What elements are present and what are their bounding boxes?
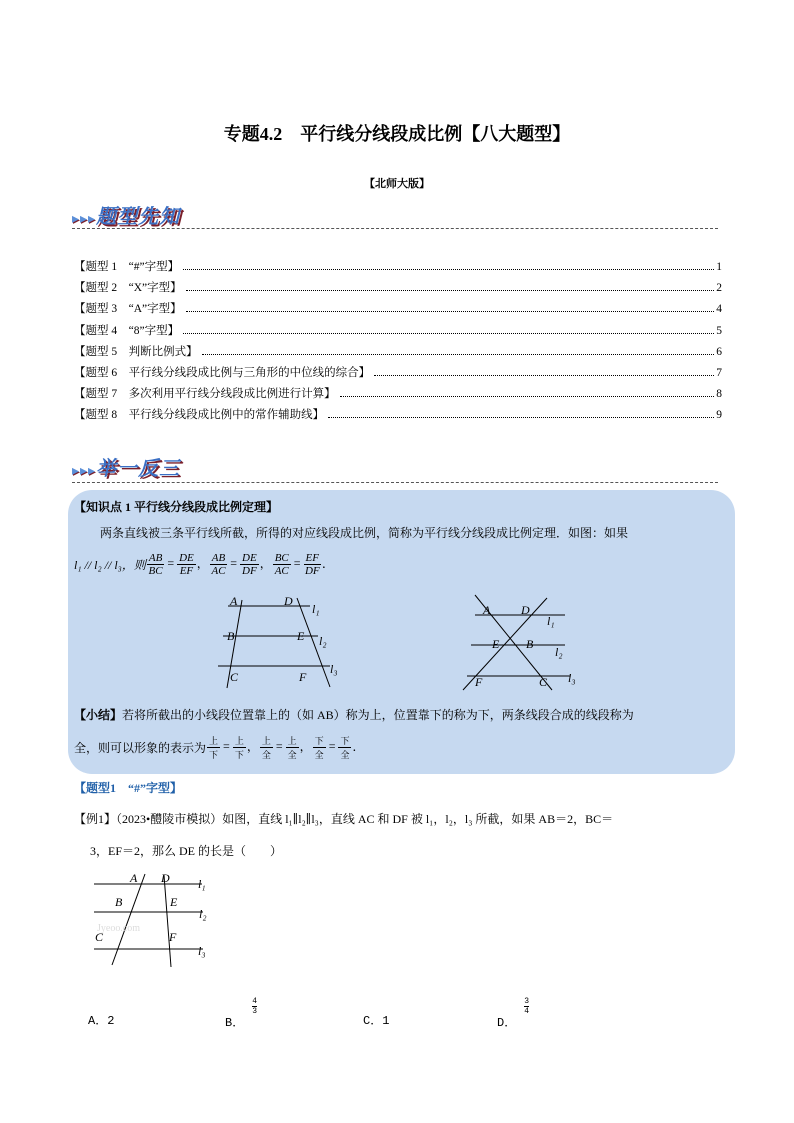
divider: [72, 228, 718, 229]
fraction: [313, 734, 326, 761]
numerator: DE: [242, 552, 257, 564]
separator: ，: [246, 739, 259, 754]
denominator: 全: [287, 750, 297, 760]
numerator: 4: [252, 997, 258, 1006]
table-of-contents: [74, 258, 722, 428]
fraction: [177, 552, 196, 577]
toc-label: 【题型 3 “A”字型】: [74, 303, 182, 316]
figure-x-lines: [455, 590, 605, 695]
toc-page: 6: [716, 345, 722, 358]
point-label: C: [539, 675, 548, 689]
toc-entry[interactable]: [74, 279, 722, 300]
fraction: [273, 552, 291, 577]
summary-label: 【小结】: [74, 708, 123, 722]
page-title: 专题4.2 平行线分线段成比例【八大题型】: [223, 124, 571, 144]
section-banner-examples: [72, 452, 180, 481]
option-b[interactable]: [225, 997, 258, 1030]
toc-leader: [328, 417, 714, 418]
option-value: 2: [107, 1014, 115, 1028]
toc-entry[interactable]: [74, 343, 722, 364]
point-label: B: [227, 629, 235, 643]
point-label: D: [521, 603, 530, 617]
toc-label: 【题型 2 “X”字型】: [74, 282, 182, 295]
example-figure: [85, 868, 225, 968]
divider: [72, 482, 718, 483]
line-label: l₃: [568, 671, 576, 685]
toc-leader: [183, 333, 714, 334]
option-fraction: [524, 997, 529, 1016]
separator: ，: [196, 556, 209, 571]
knowledge-text: 两条直线被三条平行线所截，所得的对应线段成比例，简称为平行线分线段成比例定理．如图：如果: [100, 526, 629, 540]
toc-entry[interactable]: [74, 322, 722, 343]
line-label: l₁: [198, 877, 206, 891]
numerator: 上: [234, 736, 244, 746]
condition: l₁ // l₂ // l₃，则: [74, 558, 146, 572]
numerator: 下: [340, 736, 350, 746]
equals-sign: =: [328, 739, 336, 754]
line-label: l₁: [547, 614, 555, 628]
toc-label: 【题型 6 平行线分线段成比例与三角形的中位线的综合】: [74, 366, 371, 379]
arrows-icon: ▸▸▸: [72, 464, 97, 479]
numerator: AB: [148, 552, 163, 564]
denominator: 4: [524, 1007, 530, 1016]
equals-sign: =: [230, 556, 238, 571]
option-c[interactable]: [363, 1011, 389, 1028]
toc-page: 5: [716, 324, 722, 337]
line-label: l₂: [555, 645, 563, 659]
equals-sign: =: [167, 556, 175, 571]
theorem-formula: [74, 552, 334, 577]
toc-entry[interactable]: [74, 364, 722, 385]
separator: ．: [352, 739, 365, 754]
numerator: 上: [261, 736, 271, 746]
summary: [74, 706, 634, 723]
point-label: E: [170, 895, 178, 909]
line-label: l₂: [199, 907, 207, 921]
toc-label: 【题型 4 “8”字型】: [74, 324, 180, 337]
point-label: B: [526, 637, 534, 651]
fraction: [286, 734, 299, 761]
denominator: BC: [148, 565, 163, 577]
toc-entry[interactable]: [74, 258, 722, 279]
toc-page: 9: [716, 409, 722, 422]
equals-sign: =: [293, 556, 301, 571]
toc-label: 【题型 5 判断比例式】: [74, 345, 198, 358]
point-label: E: [492, 637, 500, 651]
option-fraction: [252, 997, 257, 1016]
fraction: [240, 552, 259, 577]
numerator: 下: [314, 736, 324, 746]
toc-label: 【题型 7 多次利用平行线分线段成比例进行计算】: [74, 388, 336, 401]
numerator: EF: [305, 552, 319, 564]
fraction: [304, 552, 321, 577]
point-label: F: [169, 930, 177, 944]
figure-parallel-lines: [200, 595, 360, 695]
numerator: 3: [524, 997, 530, 1006]
fraction-list: [146, 552, 334, 577]
separator: ．: [322, 556, 335, 571]
point-label: C: [230, 670, 239, 684]
option-label: C．: [363, 1014, 383, 1028]
toc-leader: [183, 269, 714, 270]
type1-heading: 【题型1 “#”字型】: [74, 781, 183, 795]
point-label: D: [284, 595, 293, 608]
denominator: 全: [261, 750, 271, 760]
denominator: 下: [234, 750, 244, 760]
line-label: l₂: [319, 634, 327, 648]
banner-text: 题型先知: [96, 206, 181, 228]
line-label: l₃: [198, 944, 206, 958]
option-label: A．: [88, 1014, 108, 1028]
separator: ，: [299, 739, 312, 754]
toc-leader: [374, 375, 714, 376]
fraction: [233, 734, 246, 761]
denominator: 3: [252, 1007, 258, 1016]
point-label: A: [130, 871, 138, 885]
toc-leader: [340, 396, 715, 397]
denominator: 下: [209, 750, 219, 760]
equals-sign: =: [275, 739, 283, 754]
separator: ，: [259, 556, 272, 571]
toc-page: 2: [716, 282, 722, 295]
option-value: 1: [382, 1014, 390, 1028]
equals-sign: =: [223, 739, 230, 754]
denominator: DF: [304, 565, 320, 577]
denominator: AC: [274, 565, 289, 577]
numerator: DE: [179, 552, 194, 564]
denominator: AC: [211, 565, 226, 577]
option-d[interactable]: [497, 997, 530, 1030]
toc-page: 4: [716, 303, 722, 316]
fraction: [338, 734, 351, 761]
toc-entry[interactable]: [74, 406, 722, 427]
toc-leader: [186, 290, 715, 291]
fraction: [210, 552, 227, 577]
point-label: B: [115, 895, 123, 909]
toc-entry[interactable]: [74, 300, 722, 321]
point-label: D: [161, 871, 170, 885]
denominator: 全: [340, 750, 350, 760]
toc-leader: [202, 354, 715, 355]
watermark: Jyeoo.com: [97, 923, 141, 934]
toc-entry[interactable]: [74, 385, 722, 406]
summary-text-2: 全，则可以形象的表示为: [74, 741, 207, 755]
point-label: A: [483, 603, 491, 617]
point-label: A: [230, 595, 238, 608]
example-text-2: 3，EF＝2，那么 DE 的长是（ ）: [90, 844, 283, 858]
option-a[interactable]: [88, 1011, 114, 1028]
numerator: BC: [274, 552, 289, 564]
section-banner-preview: [72, 200, 180, 229]
denominator: EF: [179, 565, 194, 577]
fraction-list: [206, 734, 364, 761]
toc-leader: [186, 311, 715, 312]
summary-text: 若将所截出的小线段位置靠上的（如 AB）称为上，位置靠下的称为下，两条线段合成的线段称为: [122, 708, 634, 722]
edition-label: 【北师大版】: [364, 178, 430, 190]
point-label: F: [475, 675, 483, 689]
arrows-icon: ▸▸▸: [72, 212, 97, 227]
toc-page: 7: [716, 366, 722, 379]
toc-label: 【题型 1 “#”字型】: [74, 261, 180, 273]
example-text: 【例1】（2023•醴陵市模拟）如图，直线 l₁∥l₂∥l₃，直线 AC 和 DF 被 l₁，l₂，l₃ 所截，如果 AB＝2，BC＝: [74, 812, 614, 826]
denominator: 全: [314, 750, 324, 760]
summary-formula: [74, 734, 365, 761]
fraction: [207, 734, 220, 761]
denominator: DF: [242, 565, 257, 577]
knowledge-heading: 【知识点 1 平行线分线段成比例定理】: [74, 500, 279, 514]
numerator: AB: [211, 552, 226, 564]
option-label: D．: [497, 1016, 517, 1030]
numerator: 上: [287, 736, 297, 746]
toc-page: 1: [716, 261, 722, 273]
option-label: B．: [225, 1016, 245, 1030]
fraction: [147, 552, 164, 577]
point-label: E: [297, 629, 305, 643]
toc-page: 8: [716, 388, 722, 401]
line-label: l₃: [330, 662, 338, 676]
line-label: l₁: [312, 602, 320, 616]
point-label: C: [95, 930, 104, 944]
banner-text: 举一反三: [96, 458, 181, 480]
numerator: 上: [209, 736, 219, 746]
fraction: [260, 734, 273, 761]
point-label: F: [299, 670, 307, 684]
toc-label: 【题型 8 平行线分线段成比例中的常作辅助线】: [74, 409, 325, 422]
